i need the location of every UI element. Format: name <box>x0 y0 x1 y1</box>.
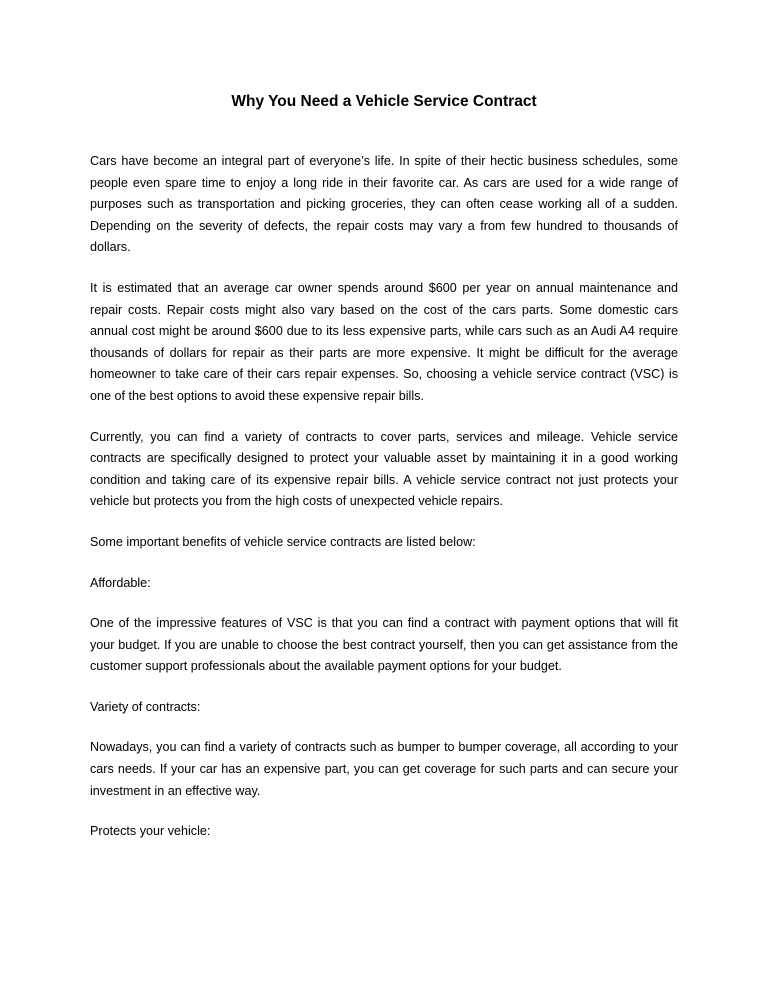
paragraph-benefits-intro: Some important benefits of vehicle service contracts are listed below: <box>90 534 476 549</box>
heading-affordable: Affordable: <box>90 575 151 590</box>
paragraph-affordable: One of the impressive features of VSC is that you can find a contract with payment options that will fit your budget. If you are unable to choose the best contract yourself, then you can get assistance from the customer support professionals about the available payment options for your budget. <box>90 616 678 674</box>
paragraph-contract-variety: Currently, you can find a variety of contracts to cover parts, services and mileage. Vehicle service contracts are specifically designed to protect your valuable asset by maintaining it in a good working condition and taking care of its expensive repair bills. A vehicle service contract not just protects your vehicle but protects you from the high costs of unexpected vehicle repairs. <box>90 429 678 509</box>
document-body <box>90 151 678 843</box>
paragraph-repair-costs: It is estimated that an average car owner spends around $600 per year on annual maintenance and repair costs. Repair costs might also vary based on the cost of the cars parts. Some domestic cars annual cost might be around $600 due to its less expensive parts, while cars such as an Audi A4 require thousands of dollars for repair as their parts are more expensive. It might be difficult for the average homeowner to take care of their cars repair expenses. So, choosing a vehicle service contract (VSC) is one of the best options to avoid these expensive repair bills. <box>90 280 678 403</box>
heading-variety-of-contracts: Variety of contracts: <box>90 699 201 714</box>
heading-protects-your-vehicle: Protects your vehicle: <box>90 824 211 839</box>
paragraph-variety-of-contracts: Nowadays, you can find a variety of contracts such as bumper to bumper coverage, all according to your cars needs. If your car has an expensive part, you can get coverage for such parts and can secure your investment in an effective way. <box>90 740 678 798</box>
document-title: Why You Need a Vehicle Service Contract <box>231 93 537 110</box>
paragraph-intro: Cars have become an integral part of everyone’s life. In spite of their hectic business schedules, some people even spare time to enjoy a long ride in their favorite car. As cars are used for a wide range of purposes such as transportation and picking groceries, they can often cease working all of a sudden. Depending on the severity of defects, the repair costs may vary a from few hundred to thousands of dollars. <box>90 154 678 255</box>
